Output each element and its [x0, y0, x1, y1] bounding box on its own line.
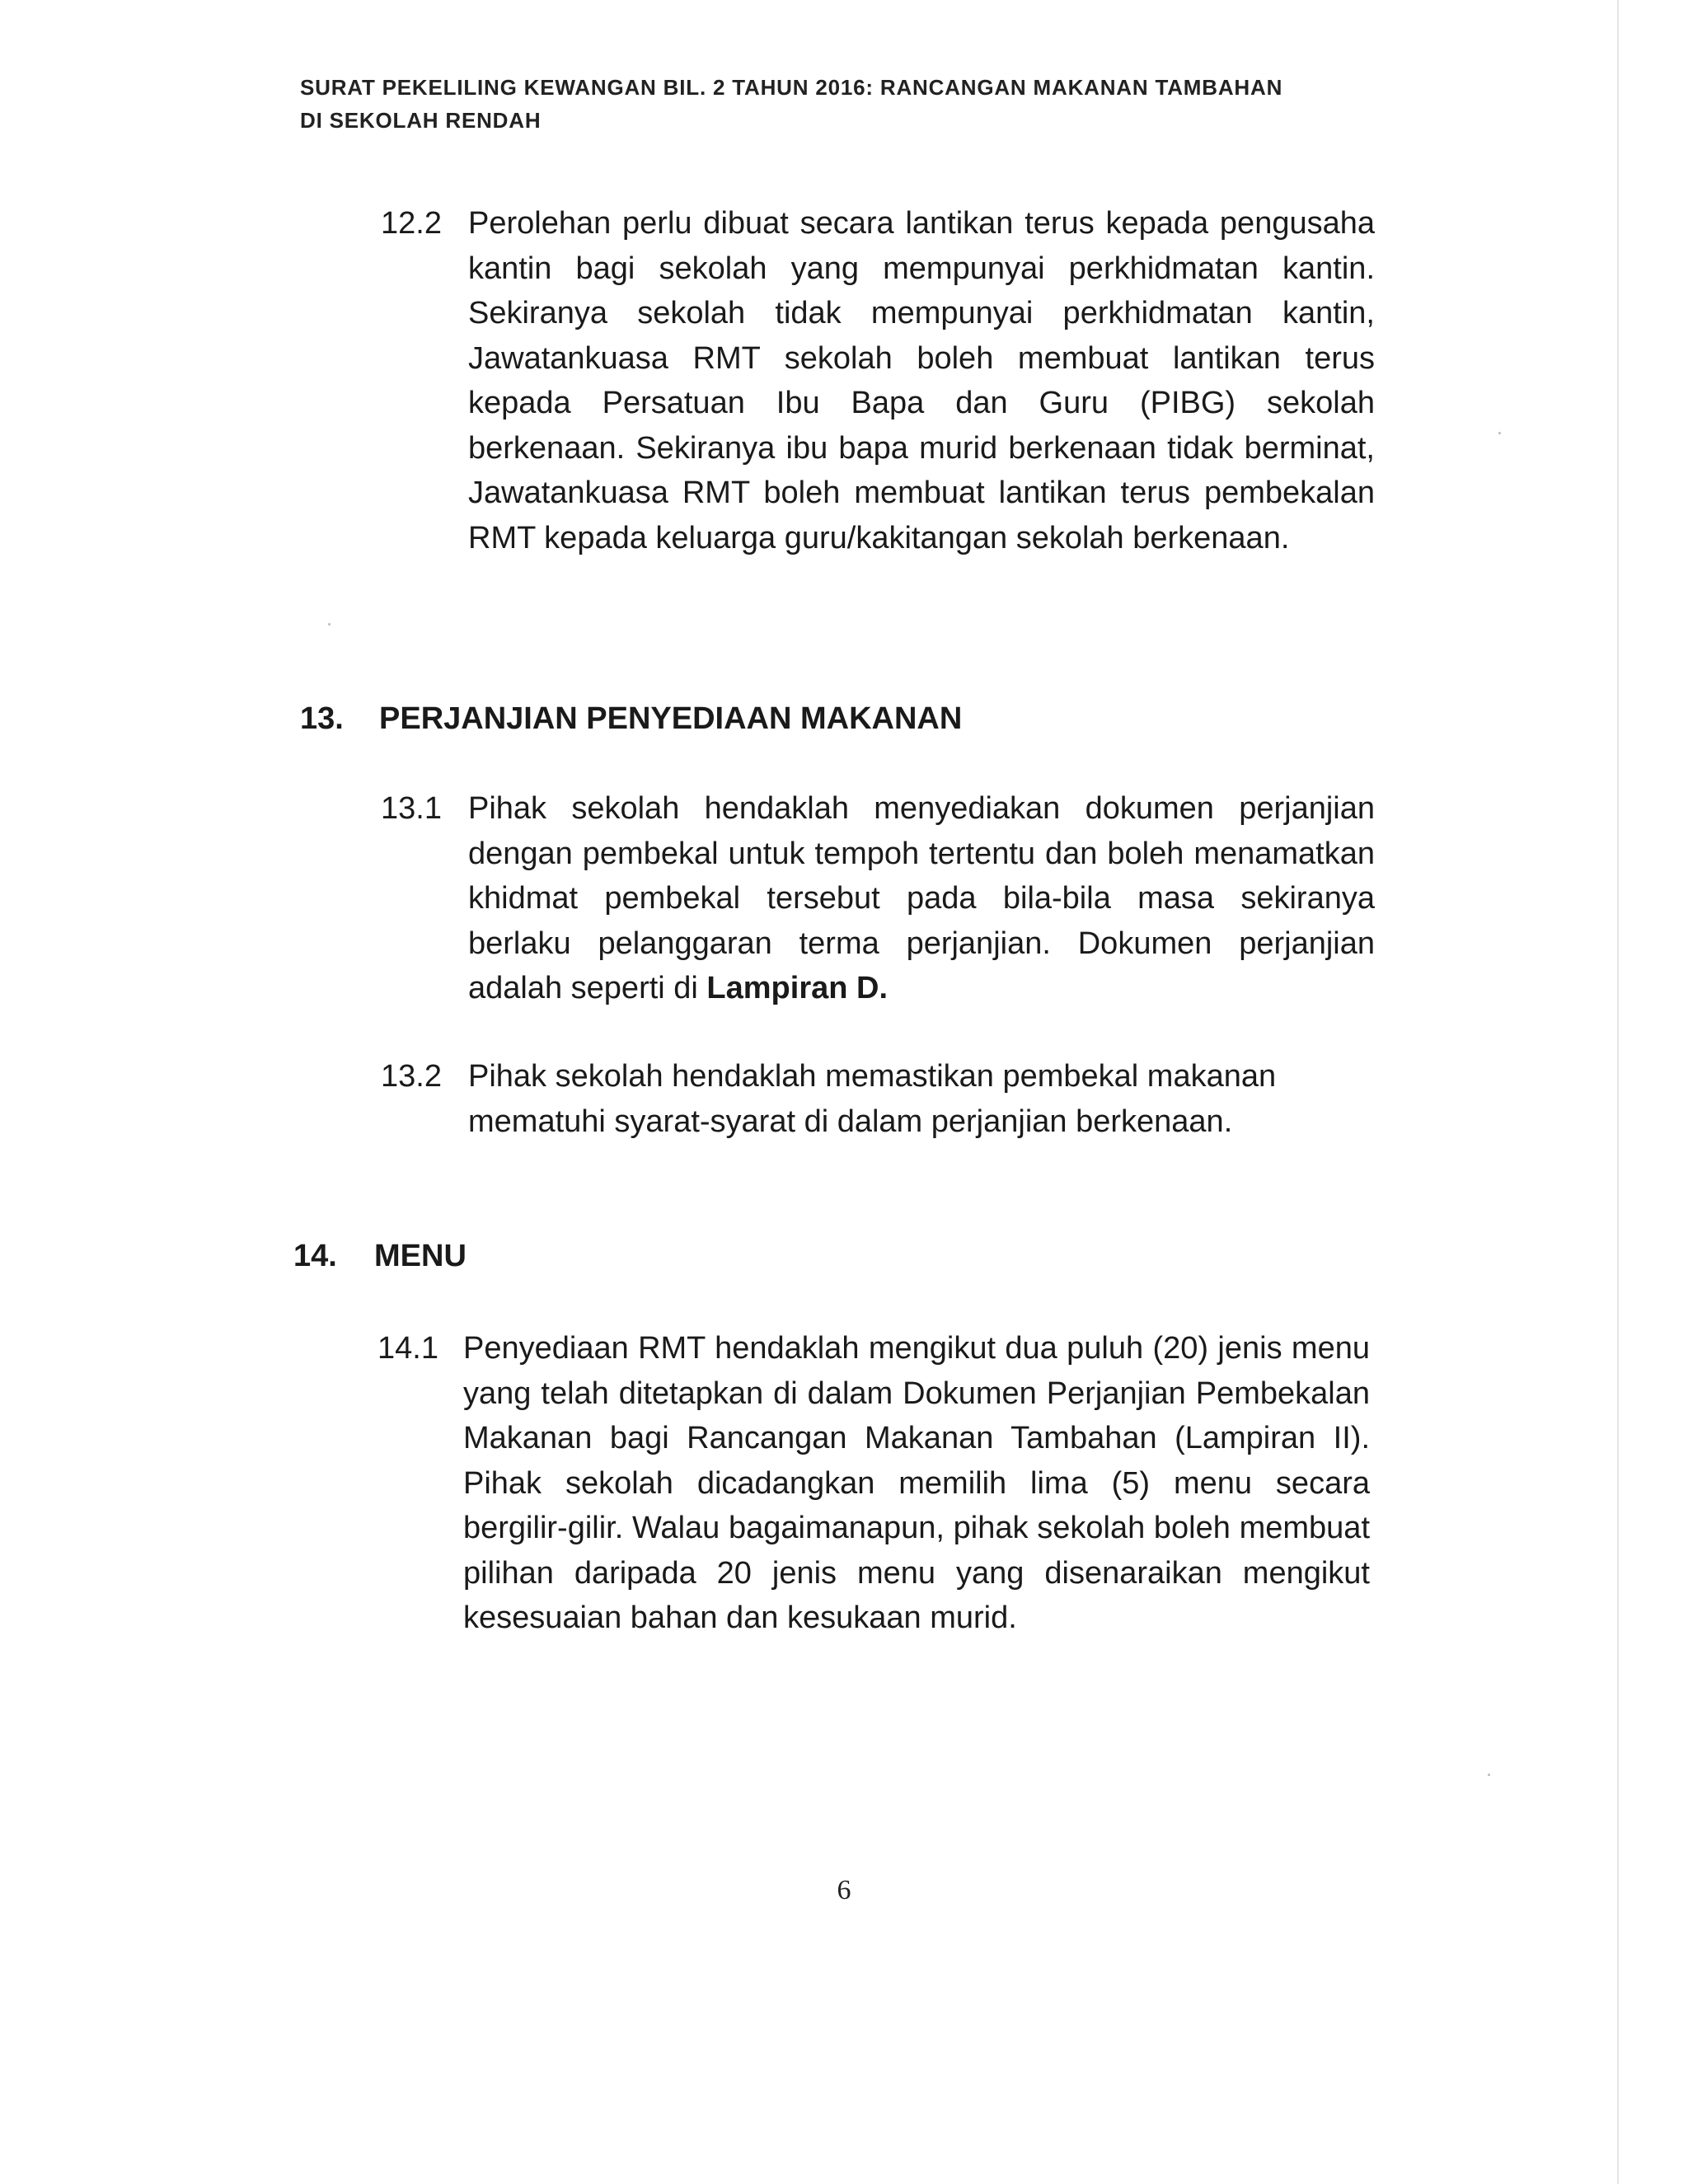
paragraph-12-2	[381, 201, 1375, 613]
scan-speck	[1488, 1774, 1490, 1776]
lampiran-reference: Lampiran D.	[706, 971, 889, 1005]
section-title: PERJANJIAN PENYEDIAAN MAKANAN	[379, 701, 963, 736]
paragraph-text: Pihak sekolah hendaklah memastikan pembekal makanan mematuhi syarat-syarat di dalam perjanjian berkenaan.	[468, 1059, 1277, 1139]
section-number: 14.	[293, 1239, 337, 1273]
paragraph-number: 13.2	[381, 1059, 442, 1094]
header-line-2: DI SEKOLAH RENDAH	[300, 108, 542, 133]
paragraph-13-1	[381, 786, 1375, 1025]
paragraph-text: Perolehan perlu dibuat secara lantikan terus kepada pengusaha kantin bagi sekolah yang mempunyai perkhidmatan kantin. Sekiranya sekolah tidak mempunyai perkhidmatan kantin, Jawatankuasa RMT sekolah boleh membuat lantikan terus kepada Persatuan Ibu Bapa dan Guru (PIBG) sekolah berkenaan. Sekiranya ibu bapa murid berkenaan tidak berminat, Jawatankuasa RMT boleh membuat lantikan terus pembekalan RMT kepada keluarga guru/kakitangan sekolah berkenaan.	[468, 206, 1375, 555]
page-number: 6	[837, 1875, 851, 1905]
paragraph-number: 14.1	[377, 1331, 438, 1366]
paragraph-text	[468, 786, 1375, 1011]
scan-speck	[1498, 432, 1501, 434]
paragraph-number: 12.2	[381, 206, 442, 241]
section-heading-13	[300, 699, 1042, 740]
section-heading-14	[293, 1236, 788, 1277]
paragraph-number: 13.1	[381, 791, 442, 826]
paragraph-text: Penyediaan RMT hendaklah mengikut dua puluh (20) jenis menu yang telah ditetapkan di dalam Dokumen Perjanjian Pembekalan Makanan bagi Rancangan Makanan Tambahan (Lampiran II). Pihak sekolah dicadangkan memilih lima (5) menu secara bergilir-gilir. Walau bagaimanapun, pihak sekolah boleh membuat pilihan daripada 20 jenis menu yang disenaraikan mengikut kesesuaian bahan dan kesukaan murid.	[463, 1331, 1370, 1635]
document-header	[300, 71, 1421, 137]
section-title: MENU	[374, 1239, 467, 1273]
section-number: 13.	[300, 701, 344, 736]
paragraph-body: Pihak sekolah hendaklah menyediakan dokumen perjanjian dengan pembekal untuk tempoh tertentu dan boleh menamatkan khidmat pembekal tersebut pada bila-bila masa sekiranya berlaku pelanggaran terma perjanjian. Dokumen perjanjian adalah seperti di	[468, 791, 1375, 1005]
scan-speck	[328, 623, 331, 626]
paragraph-14-1	[377, 1326, 1372, 1697]
paragraph-13-2	[381, 1054, 1375, 1153]
page-edge-line	[1617, 0, 1619, 2184]
header-line-1: SURAT PEKELILING KEWANGAN BIL. 2 TAHUN 2016: RANCANGAN MAKANAN TAMBAHAN	[300, 75, 1283, 100]
